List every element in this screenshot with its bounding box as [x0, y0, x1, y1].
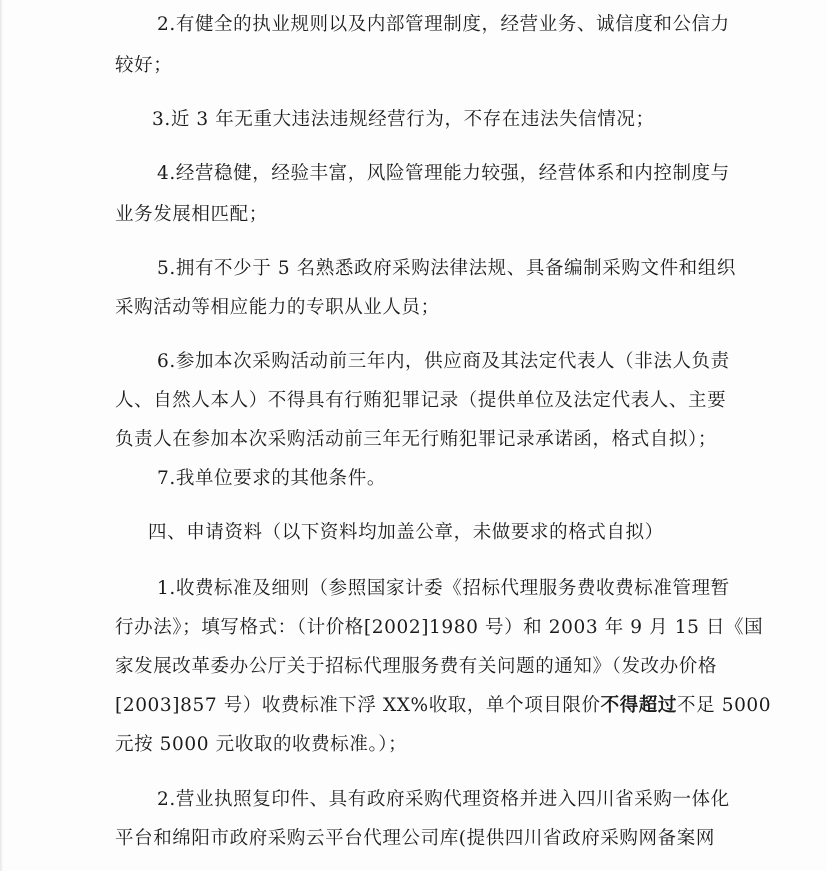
item-3-line-1: 3.近 3 年无重大违法违规经营行为，不存在违法失信情况；: [152, 109, 655, 130]
material-1-line-4-tail: 不足 5000: [677, 695, 772, 716]
material-1-line-5: 元按 5000 元收取的收费标准。）；: [115, 734, 408, 755]
item-6-line-3: 负责人在参加本次采购活动前三年无行贿犯罪记录承诺函，格式自拟）；: [115, 429, 717, 450]
item-7-line-1: 7.我单位要求的其他条件。: [157, 468, 386, 489]
material-2-line-1: 2.营业执照复印件、具有政府采购代理资格并进入四川省采购一体化: [157, 789, 730, 810]
material-1-line-2: 行办法》；填写格式：（计价格[2002]1980 号）和 2003 年 9 月 15 日《国: [115, 617, 764, 638]
item-2-line-1: 2.有健全的执业规则以及内部管理制度，经营业务、诚信度和公信力: [157, 14, 730, 35]
material-1-line-4: [115, 694, 771, 718]
item-4-line-2: 业务发展相匹配；: [115, 204, 268, 225]
material-1-line-1: 1.收费标准及细则（参照国家计委《招标代理服务费收费标准管理暂: [157, 578, 730, 599]
section-4-heading: 四、申请资料（以下资料均加盖公章，未做要求的格式自拟）: [148, 522, 664, 543]
material-2-line-2: 平台和绵阳市政府采购云平台代理公司库(提供四川省政府采购网备案网: [115, 828, 715, 849]
material-1-line-4-text: [2003]857 号）收费标准下浮 XX%收取，单个项目限价: [115, 695, 601, 716]
item-2-line-2: 较好；: [115, 55, 173, 76]
item-6-line-2: 人、自然人本人）不得具有行贿犯罪记录（提供单位及法定代表人、主要: [115, 390, 727, 411]
item-5-line-2: 采购活动等相应能力的专职从业人员；: [115, 297, 440, 318]
material-1-line-3: 家发展改革委办公厅关于招标代理服务费有关问题的通知》（发改办价格: [115, 656, 717, 677]
item-4-line-1: 4.经营稳健，经验丰富，风险管理能力较强，经营体系和内控制度与: [157, 163, 730, 184]
scan-edge: [0, 0, 3, 871]
item-6-line-1: 6.参加本次采购活动前三年内，供应商及其法定代表人（非法人负责: [157, 351, 730, 372]
emphasis-text: 不得超过: [600, 695, 678, 716]
item-5-line-1: 5.拥有不少于 5 名熟悉政府采购法律法规、具备编制采购文件和组织: [157, 258, 736, 279]
